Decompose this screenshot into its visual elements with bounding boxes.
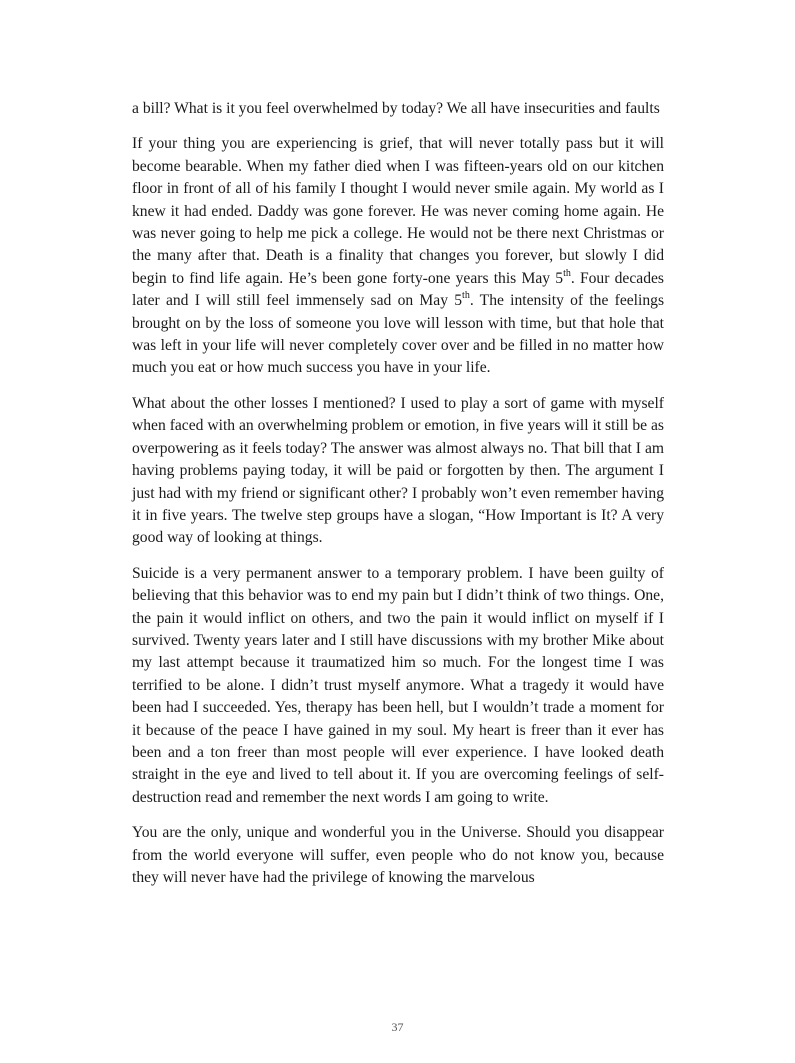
- paragraph-grief: [132, 133, 664, 379]
- superscript-th: th: [462, 290, 470, 302]
- page-number: 37: [391, 1020, 404, 1034]
- superscript-th: th: [563, 267, 571, 279]
- body-text: [132, 98, 664, 902]
- grief-text-middle: . Four decades later and I will still feel immensely sad on May 5: [132, 269, 664, 310]
- paragraph-suicide: Suicide is a very permanent answer to a temporary problem. I have been guilty of believing that this behavior was to end my pain but I didn’t think of two things. One, the pain it would inflict on others, and two the pain it would inflict on myself if I survived. Twenty years later and I still have discussions with my brother Mike about my last attempt because it traumatized him so much. For the longest time I was terrified to be alone. I didn’t trust myself anymore. What a tragedy it would have been had I succeeded. Yes, therapy has been hell, but I wouldn’t trade a moment for it because of the peace I have gained in my soul. My heart is freer than it ever has been and a ton freer than most people will ever experience. I have looked death straight in the eye and lived to tell about it. If you are overcoming feelings of self-destruction read and remember the next words I am going to write.: [132, 564, 664, 806]
- paragraph-unique-you: You are the only, unique and wonderful you in the Universe. Should you disappear from the world everyone will suffer, even people who do not know you, because they will never have had the privilege of knowing the marvelous: [132, 824, 664, 886]
- paragraph-other-losses: What about the other losses I mentioned? I used to play a sort of game with myself when faced with an overwhelming problem or emotion, in five years will it still be as overpowering as it feels today? The answer was almost always no. That bill that I am having problems paying today, it will be paid or forgotten by then. The argument I just had with my friend or significant other? I probably won’t even remember having it in five years. The twelve step groups have a slogan, “How Important is It? A very good way of looking at things.: [132, 394, 664, 547]
- grief-text-end: . The intensity of the feelings brought on by the loss of someone you love will lesson with time, but that hole that was left in your life will never completely cover over and be filled in no matter how much you eat or how much success you have in your life.: [132, 292, 665, 377]
- grief-text-start: If your thing you are experiencing is grief, that will never totally pass but it will become bearable. When my father died when I was fifteen-years old on our kitchen floor in front of all of his family I thought I would never smile again. My world as I knew it had ended. Daddy was gone forever. He was never coming home again. He was never going to help me pick a college. He would not be there next Christmas or the many after that. Death is a finality that changes you forever, but slowly I did begin to find life again. He’s been gone forty-one years this May 5: [132, 135, 664, 287]
- paragraph-insecurities: a bill? What is it you feel overwhelmed by today? We all have insecurities and faults: [132, 100, 660, 117]
